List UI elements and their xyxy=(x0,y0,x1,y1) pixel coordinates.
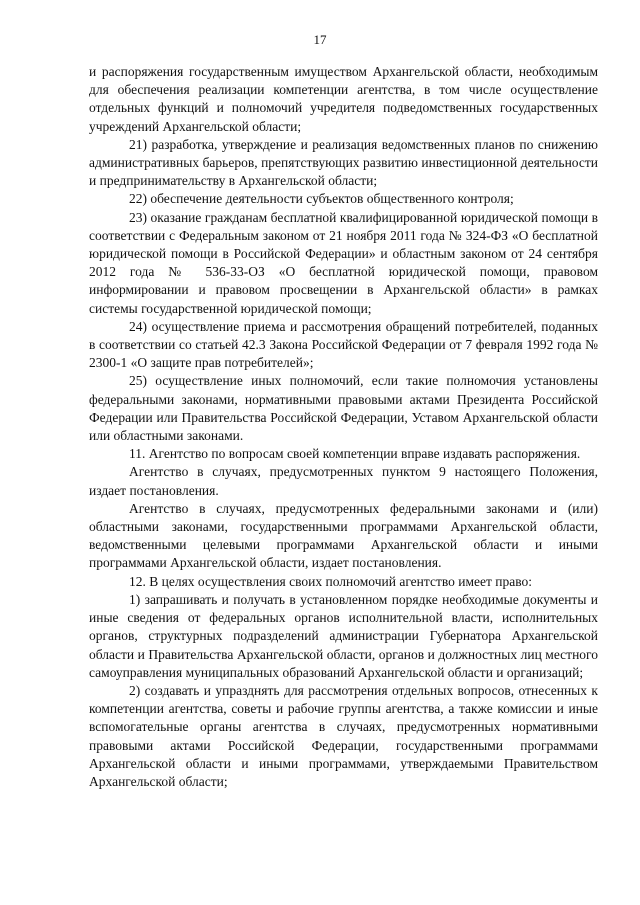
document-body xyxy=(89,63,598,791)
paragraph-continuation: и распоряжения государственным имуществом Архангельской области, необходимым для обеспечения реализации компетенции агентства, в том числе осуществление отдельных функций и полномочий учредителя подведомственных государственных учреждений Архангельской области; xyxy=(89,64,598,134)
paragraph-section-11: 11. Агентство по вопросам своей компетенции вправе издавать распоряжения. xyxy=(129,446,581,462)
paragraph-item-21: 21) разработка, утверждение и реализация ведомственных планов по снижению административных барьеров, препятствующих развитию инвестиционной деятельности и предпринимательству в Архангельской области; xyxy=(89,136,598,189)
paragraph-section-11-decrees: Агентство в случаях, предусмотренных пунктом 9 настоящего Положения, издает постановления. xyxy=(89,464,598,498)
page-number: 17 xyxy=(313,32,327,47)
paragraph-right-2: 2) создавать и упразднять для рассмотрения отдельных вопросов, отнесенных к компетенции агентства, советы и рабочие группы агентства, а также комиссии и иные вспомогательные органы агентства в случаях, предусмотренных нормативными правовыми актами Российской Федерации, государственными программами Архангельской области и иными программами, утверждаемыми Правительством Архангельской области; xyxy=(89,682,598,789)
paragraph-item-24: 24) осуществление приема и рассмотрения обращений потребителей, поданных в соответствии со статьей 42.3 Закона Российской Федерации от 7 февраля 1992 года № 2300-1 «О защите прав потребителей»; xyxy=(89,318,598,371)
paragraph-item-22: 22) обеспечение деятельности субъектов общественного контроля; xyxy=(129,191,514,207)
paragraph-section-11-programs: Агентство в случаях, предусмотренных федеральными законами и (или) областными законами, государственными программами Архангельской области, ведомственными целевыми программами Архангельской области и иными программами Архангельской области, издает постановления. xyxy=(89,500,598,571)
paragraph-section-12: 12. В целях осуществления своих полномочий агентство имеет право: xyxy=(129,573,533,589)
paragraph-item-25: 25) осуществление иных полномочий, если такие полномочия установлены федеральными законами, нормативными правовыми актами Президента Российской Федерации или Правительства Российской Федерации, Уставом Архангельской области или областными законами. xyxy=(89,373,598,444)
paragraph-right-1: 1) запрашивать и получать в установленном порядке необходимые документы и иные сведения от федеральных органов исполнительной власти, исполнительных органов, структурных подразделений администрации Губернатора Архангельской области и Правительства Архангельской области, органов и должностных лиц местного самоуправления муниципальных образований Архангельской области и организаций; xyxy=(89,591,598,680)
paragraph-item-23: 23) оказание гражданам бесплатной квалифицированной юридической помощи в соответствии с Федеральным законом от 21 ноября 2011 года № 324-ФЗ «О бесплатной юридической помощи в Российской Федерации» и областным законом от 24 сентября 2012 года № 536-33-ОЗ «О бесплатной юридической помощи, правовом информировании и правовом просвещении в Архангельской области» в рамках системы государственной юридической помощи; xyxy=(89,209,598,316)
